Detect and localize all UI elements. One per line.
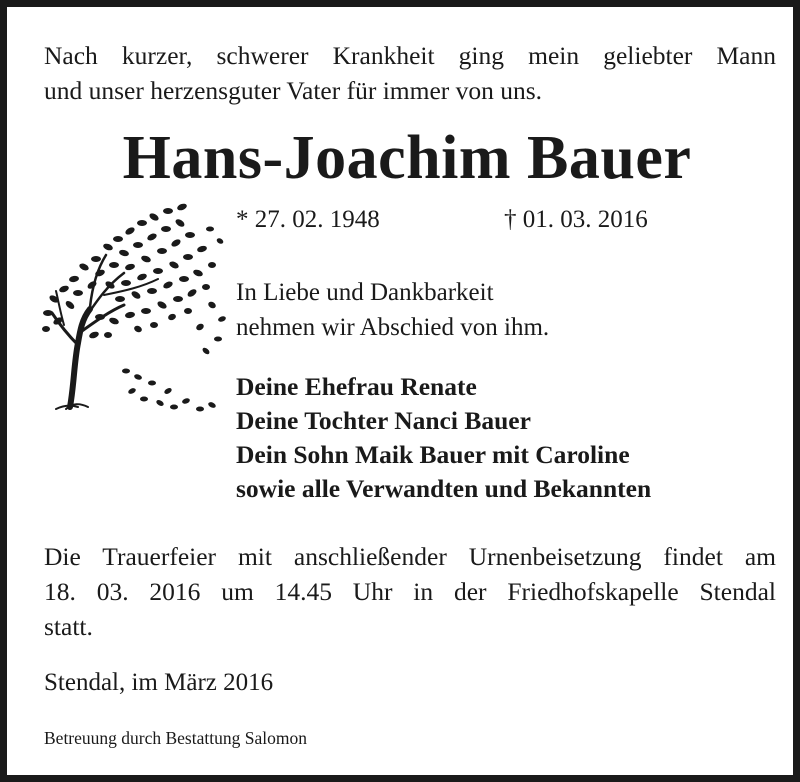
mourner-line: Dein Sohn Maik Bauer mit Caroline (236, 440, 630, 469)
place-and-date: Stendal, im März 2016 (44, 669, 274, 696)
farewell-line-2: nehmen wir Abschied von ihm. (236, 314, 550, 341)
wind-blown-tree-icon (34, 195, 229, 423)
intro-line-1: Nach kurzer, schwerer Krankheit ging mein geliebter Mann (44, 41, 776, 70)
ceremony-line-1: Die Trauerfeier mit anschließender Urnenbeisetzung findet am (44, 542, 776, 571)
intro-line-2: und unser herzensguter Vater für immer von uns. (44, 76, 543, 105)
mourner-line: Deine Tochter Nanci Bauer (236, 406, 531, 435)
birth-date: * 27. 02. 1948 (236, 206, 380, 233)
farewell-line-1: In Liebe und Dankbarkeit (236, 279, 494, 306)
death-date: † 01. 03. 2016 (504, 206, 648, 233)
ceremony-line-3: statt. (44, 612, 93, 641)
mourner-line: sowie alle Verwandten und Bekannten (236, 474, 652, 503)
deceased-name: Hans-Joachim Bauer (122, 124, 692, 192)
mourner-line: Deine Ehefrau Renate (236, 372, 477, 401)
funeral-service-credit: Betreuung durch Bestattung Salomon (44, 728, 307, 748)
ceremony-line-2: 18. 03. 2016 um 14.45 Uhr in der Friedhofskapelle Stendal (44, 577, 776, 606)
